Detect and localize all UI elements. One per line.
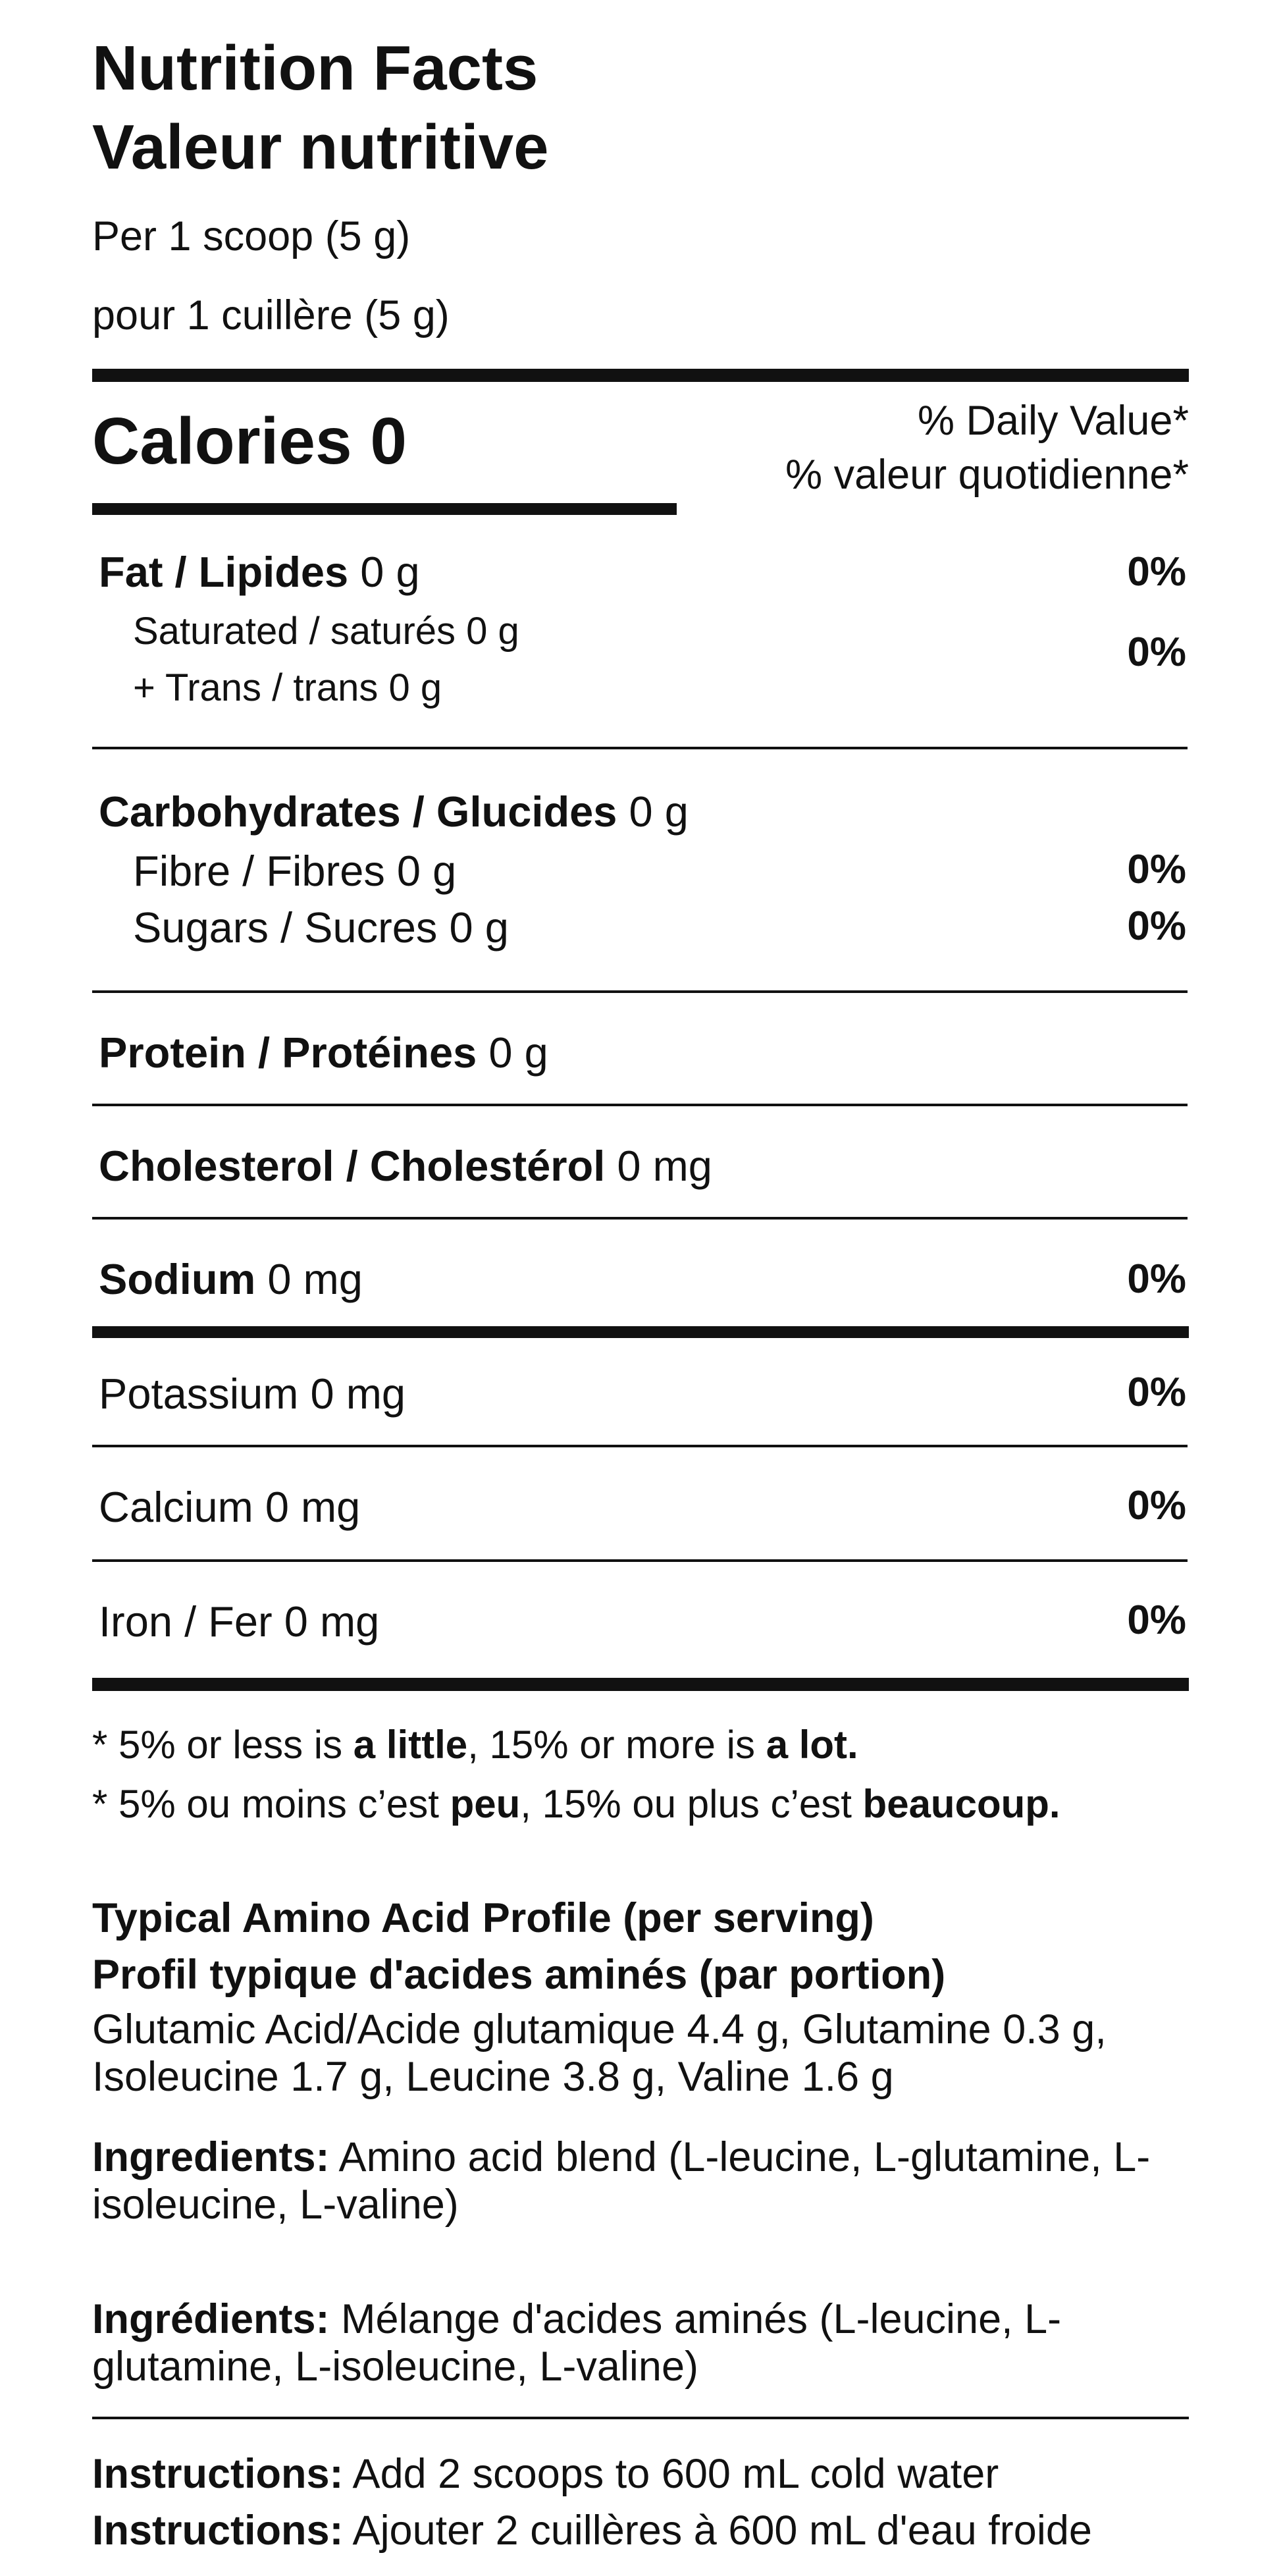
rule-after-potassium xyxy=(92,1445,1188,1447)
instructions-en: Instructions: Add 2 scoops to 600 mL cold water xyxy=(92,2451,999,2497)
nutrient-sugars: Sugars / Sucres 0 g xyxy=(133,903,509,952)
footnote-en: * 5% or less is a little, 15% or more is a lot. xyxy=(92,1723,858,1767)
nutrient-potassium: Potassium 0 mg xyxy=(99,1370,406,1418)
nutrient-trans: + Trans / trans 0 g xyxy=(133,666,442,709)
footnote-fr: * 5% ou moins c’est peu, 15% ou plus c’est beaucoup. xyxy=(92,1782,1060,1826)
instructions-fr: Instructions: Ajouter 2 cuillères à 600 mL d'eau froide xyxy=(92,2508,1092,2554)
sodium-percent: 0% xyxy=(1127,1256,1186,1302)
calcium-percent: 0% xyxy=(1127,1483,1186,1528)
nutrient-cholesterol: Cholesterol / Cholestérol 0 mg xyxy=(99,1142,712,1190)
amino-heading-fr: Profil typique d'acides aminés (par portion) xyxy=(92,1952,946,1998)
ingredients-en: Ingredients: Amino acid blend (L-leucine, L-glutamine, L-isoleucine, L-valine) xyxy=(92,2134,1151,2228)
thick-rule-top xyxy=(92,369,1189,382)
thick-rule-bottom xyxy=(92,1678,1189,1691)
nutrient-sodium: Sodium 0 mg xyxy=(99,1255,363,1303)
rule-after-protein xyxy=(92,1104,1188,1106)
sugars-percent: 0% xyxy=(1127,903,1186,949)
nutrient-fat: Fat / Lipides 0 g xyxy=(99,548,420,596)
iron-percent: 0% xyxy=(1127,1597,1186,1643)
rule-after-fat xyxy=(92,747,1188,749)
rule-before-instructions xyxy=(92,2417,1189,2419)
title-fr: Valeur nutritive xyxy=(92,112,549,182)
nutrient-saturated: Saturated / saturés 0 g xyxy=(133,610,519,653)
calories-label: Calories 0 xyxy=(92,404,407,478)
calories-underline xyxy=(92,503,677,515)
fibre-percent: 0% xyxy=(1127,847,1186,892)
nutrient-fibre: Fibre / Fibres 0 g xyxy=(133,847,457,895)
ingredients-fr: Ingrédients: Mélange d'acides aminés (L-leucine, L-glutamine, L-isoleucine, L-valine) xyxy=(92,2296,1062,2390)
nutrient-carbohydrates: Carbohydrates / Glucides 0 g xyxy=(99,788,689,836)
fat-percent: 0% xyxy=(1127,549,1186,595)
serving-size-fr: pour 1 cuillère (5 g) xyxy=(92,292,450,338)
rule-after-cholesterol xyxy=(92,1217,1188,1220)
potassium-percent: 0% xyxy=(1127,1370,1186,1415)
daily-value-header-en: % Daily Value* xyxy=(917,398,1189,444)
amino-heading-en: Typical Amino Acid Profile (per serving) xyxy=(92,1895,874,1941)
serving-size-en: Per 1 scoop (5 g) xyxy=(92,213,411,259)
sat-trans-percent: 0% xyxy=(1127,630,1186,675)
amino-profile-text: Glutamic Acid/Acide glutamique 4.4 g, Glutamine 0.3 g, Isoleucine 1.7 g, Leucine 3.8 g, Valine 1.6 g xyxy=(92,2006,1107,2100)
rule-after-carbs xyxy=(92,990,1188,993)
daily-value-header-fr: % valeur quotidienne* xyxy=(785,452,1189,498)
thick-rule-mid xyxy=(92,1326,1189,1338)
rule-after-calcium xyxy=(92,1559,1188,1562)
title-en: Nutrition Facts xyxy=(92,33,538,103)
nutrient-calcium: Calcium 0 mg xyxy=(99,1483,361,1531)
nutrient-iron: Iron / Fer 0 mg xyxy=(99,1597,380,1646)
nutrient-protein: Protein / Protéines 0 g xyxy=(99,1029,548,1077)
